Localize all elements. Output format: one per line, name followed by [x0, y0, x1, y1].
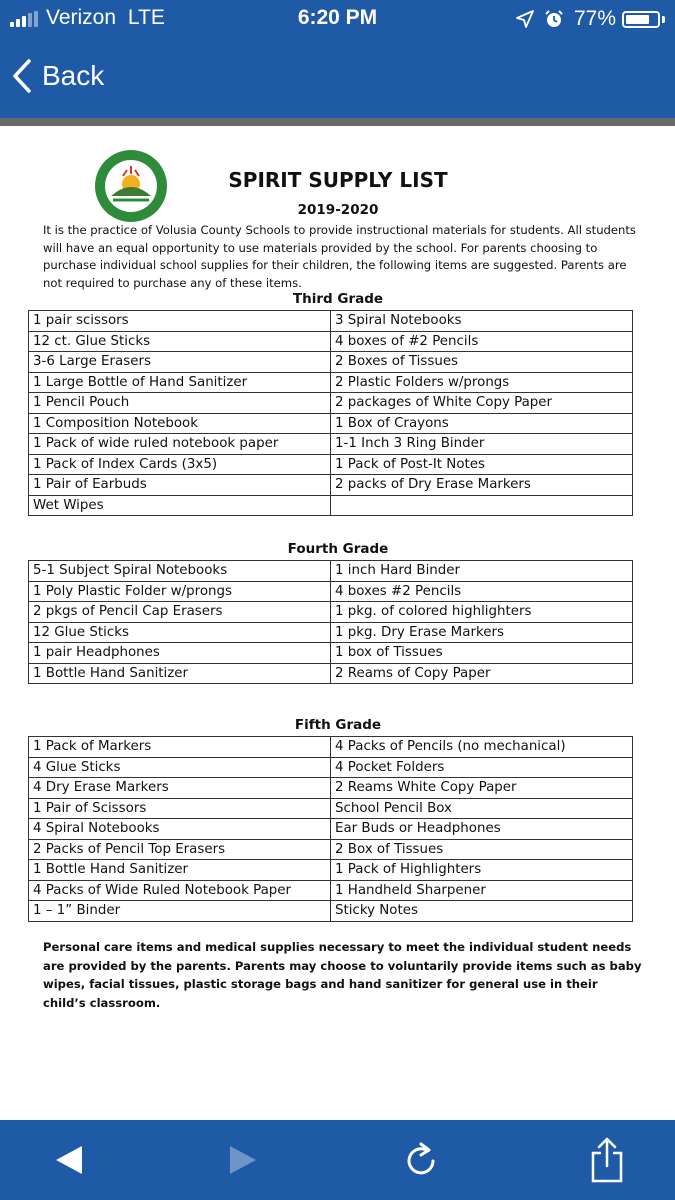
supply-item: 1 pkg. Dry Erase Markers [331, 622, 633, 643]
supply-item: 2 packs of Dry Erase Markers [331, 475, 633, 496]
browser-forward-button[interactable] [216, 1134, 270, 1186]
share-button[interactable] [580, 1134, 634, 1186]
supply-item: 4 boxes #2 Pencils [331, 581, 633, 602]
table-row [29, 643, 633, 664]
table-row [29, 475, 633, 496]
table-row [29, 454, 633, 475]
table-row [29, 434, 633, 455]
supply-item: 1 inch Hard Binder [331, 561, 633, 582]
supply-item: 1 Bottle Hand Sanitizer [29, 663, 331, 684]
supply-item: 5-1 Subject Spiral Notebooks [29, 561, 331, 582]
table-row [29, 602, 633, 623]
battery-percent: 77% [573, 7, 616, 30]
supply-item: 1 Composition Notebook [29, 413, 331, 434]
supply-item: 1 Box of Crayons [331, 413, 633, 434]
table-row [29, 737, 633, 758]
supply-item: 1 Pack of wide ruled notebook paper [29, 434, 331, 455]
table-row [29, 901, 633, 922]
footer-note: Personal care items and medical supplies necessary to meet the individual student needs are provided by the parents. Parents may choose to voluntarily provide items such as baby wipes, facial tissues, plastic storage bags and hand sanitizer for general use in their child’s classroom. [43, 940, 642, 1010]
header-divider [0, 118, 675, 126]
table-row [29, 860, 633, 881]
supply-item: 4 Packs of Pencils (no mechanical) [331, 737, 633, 758]
supply-item: School Pencil Box [331, 798, 633, 819]
table-row [29, 663, 633, 684]
supply-item: 1 Pencil Pouch [29, 393, 331, 414]
supply-item: 3 Spiral Notebooks [331, 311, 633, 332]
table-row [29, 495, 633, 516]
battery-icon [622, 11, 660, 28]
browser-back-button[interactable] [42, 1134, 96, 1186]
table-row [29, 622, 633, 643]
table-row [29, 839, 633, 860]
document-title: SPIRIT SUPPLY LIST [228, 168, 448, 192]
fourth-grade-title: Fourth Grade [287, 541, 389, 557]
document-year: 2019-2020 [297, 202, 379, 218]
supply-item: 1 Pack of Post-It Notes [331, 454, 633, 475]
supply-item: 1 pkg. of colored highlighters [331, 602, 633, 623]
supply-item: 1-1 Inch 3 Ring Binder [331, 434, 633, 455]
carrier-name: Verizon [46, 6, 117, 29]
table-row [29, 372, 633, 393]
supply-item: 1 Bottle Hand Sanitizer [29, 860, 331, 881]
table-row [29, 880, 633, 901]
supply-item: 2 Boxes of Tissues [331, 352, 633, 373]
location-arrow-icon [516, 10, 534, 28]
table-row [29, 352, 633, 373]
supply-item: 1 Pack of Highlighters [331, 860, 633, 881]
supply-item: 12 Glue Sticks [29, 622, 331, 643]
supply-item: 2 pkgs of Pencil Cap Erasers [29, 602, 331, 623]
table-row [29, 311, 633, 332]
supply-item: 1 Poly Plastic Folder w/prongs [29, 581, 331, 602]
reload-icon [403, 1142, 439, 1178]
supply-item: 1 Pair of Scissors [29, 798, 331, 819]
supply-item: 2 packages of White Copy Paper [331, 393, 633, 414]
table-row [29, 757, 633, 778]
table-row [29, 778, 633, 799]
supply-item: 4 boxes of #2 Pencils [331, 331, 633, 352]
supply-item: 12 ct. Glue Sticks [29, 331, 331, 352]
fifth-grade-table [28, 736, 633, 922]
battery-nub [662, 16, 665, 23]
supply-item: 1 Pack of Index Cards (3x5) [29, 454, 331, 475]
clock: 6:20 PM [297, 6, 378, 29]
table-row [29, 331, 633, 352]
supply-item: 1 Pack of Markers [29, 737, 331, 758]
network-type: LTE [127, 6, 165, 29]
supply-item: 1 – 1” Binder [29, 901, 331, 922]
fourth-grade-table [28, 560, 633, 684]
status-bar [0, 0, 675, 38]
supply-item: 4 Spiral Notebooks [29, 819, 331, 840]
supply-item: 4 Dry Erase Markers [29, 778, 331, 799]
supply-item: 1 Pair of Earbuds [29, 475, 331, 496]
chevron-left-icon [12, 58, 32, 94]
table-row [29, 819, 633, 840]
share-icon [590, 1137, 624, 1183]
supply-item: 2 Box of Tissues [331, 839, 633, 860]
supply-item: 1 box of Tissues [331, 643, 633, 664]
alarm-clock-icon [544, 9, 564, 29]
table-row [29, 561, 633, 582]
supply-item: 4 Pocket Folders [331, 757, 633, 778]
supply-item: 3-6 Large Erasers [29, 352, 331, 373]
supply-item: 1 pair Headphones [29, 643, 331, 664]
supply-item: 2 Reams of Copy Paper [331, 663, 633, 684]
third-grade-title: Third Grade [292, 291, 384, 307]
supply-item: 1 pair scissors [29, 311, 331, 332]
back-button[interactable] [12, 52, 104, 100]
table-row [29, 413, 633, 434]
supply-item: Ear Buds or Headphones [331, 819, 633, 840]
supply-item: 1 Large Bottle of Hand Sanitizer [29, 372, 331, 393]
supply-item: 4 Packs of Wide Ruled Notebook Paper [29, 880, 331, 901]
supply-item: Sticky Notes [331, 901, 633, 922]
back-label: Back [42, 60, 105, 91]
intro-paragraph: It is the practice of Volusia County Schools to provide instructional materials for students. All students will have an equal opportunity to use materials provided by the school. For parents choosing to purchase individual school supplies for their children, the following items are suggested. Parents are not required to purchase any of these items. [43, 223, 636, 290]
table-row [29, 798, 633, 819]
supply-item: Wet Wipes [29, 495, 331, 516]
table-row [29, 393, 633, 414]
bottom-toolbar [0, 1120, 675, 1200]
fifth-grade-title: Fifth Grade [294, 717, 382, 733]
supply-item: 1 Handheld Sharpener [331, 880, 633, 901]
table-row [29, 581, 633, 602]
top-bar [0, 0, 675, 118]
supply-item: 2 Reams White Copy Paper [331, 778, 633, 799]
supply-item: 2 Packs of Pencil Top Erasers [29, 839, 331, 860]
supply-item: 2 Plastic Folders w/prongs [331, 372, 633, 393]
forward-arrow-icon [228, 1144, 258, 1176]
supply-item: 4 Glue Sticks [29, 757, 331, 778]
reload-button[interactable] [394, 1134, 448, 1186]
third-grade-table [28, 310, 633, 516]
back-arrow-icon [54, 1144, 84, 1176]
supply-item [331, 495, 633, 516]
